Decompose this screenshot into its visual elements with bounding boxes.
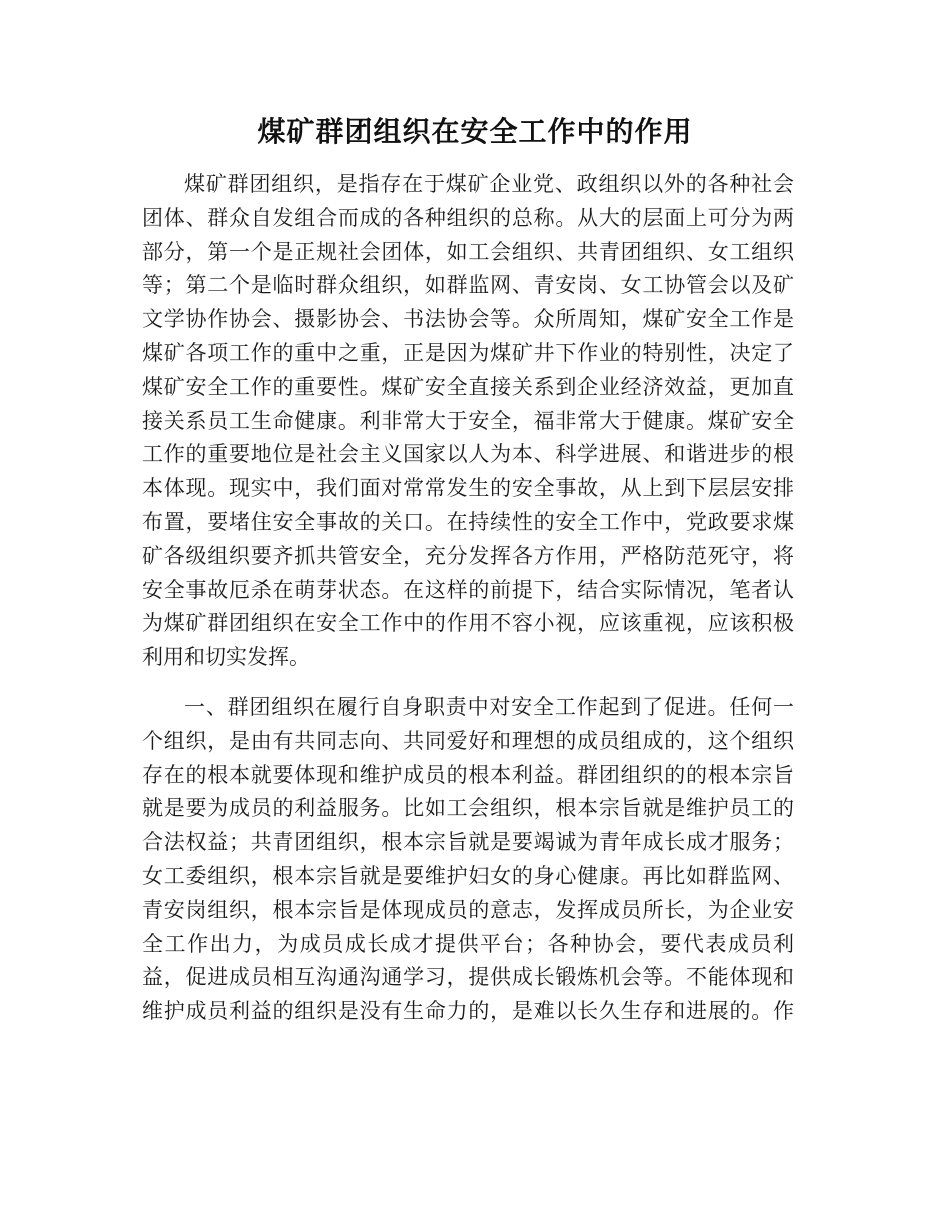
text-line: 煤矿安全工作的重要性。煤矿安全直接关系到企业经济效益，更加直 [142, 374, 794, 399]
paragraph-spacer [142, 675, 794, 691]
text-line: 工作的重要地位是社会主义国家以人为本、科学进展、和谐进步的根 [142, 442, 794, 467]
text-line: 矿各级组织要齐抓共管安全，充分发挥各方作用，严格防范死守，将 [142, 543, 794, 568]
text-line: 全工作出力，为成员成长成才提供平台；各种协会，要代表成员利 [142, 931, 794, 956]
document-body [142, 168, 794, 1029]
text-line: 合法权益；共青团组织，根本宗旨就是要竭诚为青年成长成才服务； [142, 830, 794, 855]
text-line: 文学协作协会、摄影协会、书法协会等。众所周知，煤矿安全工作是 [142, 307, 794, 332]
paragraph-section-one [142, 691, 794, 1029]
text-line: 存在的根本就要体现和维护成员的根本利益。群团组织的的根本宗旨 [142, 762, 794, 787]
text-line: 部分，第一个是正规社会团体，如工会组织、共青团组织、女工组织 [142, 239, 794, 264]
text-line: 等；第二个是临时群众组织，如群监网、青安岗、女工协管会以及矿 [142, 273, 794, 298]
text-line: 团体、群众自发组合而成的各种组织的总称。从大的层面上可分为两 [142, 205, 794, 230]
text-line: 个组织，是由有共同志向、共同爱好和理想的成员组成的，这个组织 [142, 728, 794, 753]
text-line: 就是要为成员的利益服务。比如工会组织，根本宗旨就是维护员工的 [142, 796, 794, 821]
text-line: 一、群团组织在履行自身职责中对安全工作起到了促进。任何一 [184, 694, 794, 719]
text-line: 青安岗组织，根本宗旨是体现成员的意志，发挥成员所长，为企业安 [142, 897, 794, 922]
text-line: 益，促进成员相互沟通沟通学习，提供成长锻炼机会等。不能体现和 [142, 965, 794, 990]
text-line: 安全事故厄杀在萌芽状态。在这样的前提下，结合实际情况，笔者认 [142, 577, 794, 602]
text-line: 布置，要堵住安全事故的关口。在持续性的安全工作中，党政要求煤 [142, 509, 794, 534]
text-line: 利用和切实发挥。 [142, 645, 310, 670]
text-line: 维护成员利益的组织是没有生命力的，是难以长久生存和进展的。作 [142, 999, 794, 1024]
text-line: 本体现。现实中，我们面对常常发生的安全事故，从上到下层层安排 [142, 476, 794, 501]
text-line: 为煤矿群团组织在安全工作中的作用不容小视，应该重视，应该积极 [142, 611, 794, 636]
text-line: 接关系员工生命健康。利非常大于安全，福非常大于健康。煤矿安全 [142, 408, 794, 433]
document-title: 煤矿群团组织在安全工作中的作用 [257, 115, 693, 148]
text-line: 煤矿群团组织，是指存在于煤矿企业党、政组织以外的各种社会 [184, 172, 794, 196]
text-line: 女工委组织，根本宗旨就是要维护妇女的身心健康。再比如群监网、 [142, 863, 794, 888]
text-line: 煤矿各项工作的重中之重，正是因为煤矿井下作业的特别性，决定了 [142, 340, 794, 365]
paragraph-intro [142, 168, 794, 675]
